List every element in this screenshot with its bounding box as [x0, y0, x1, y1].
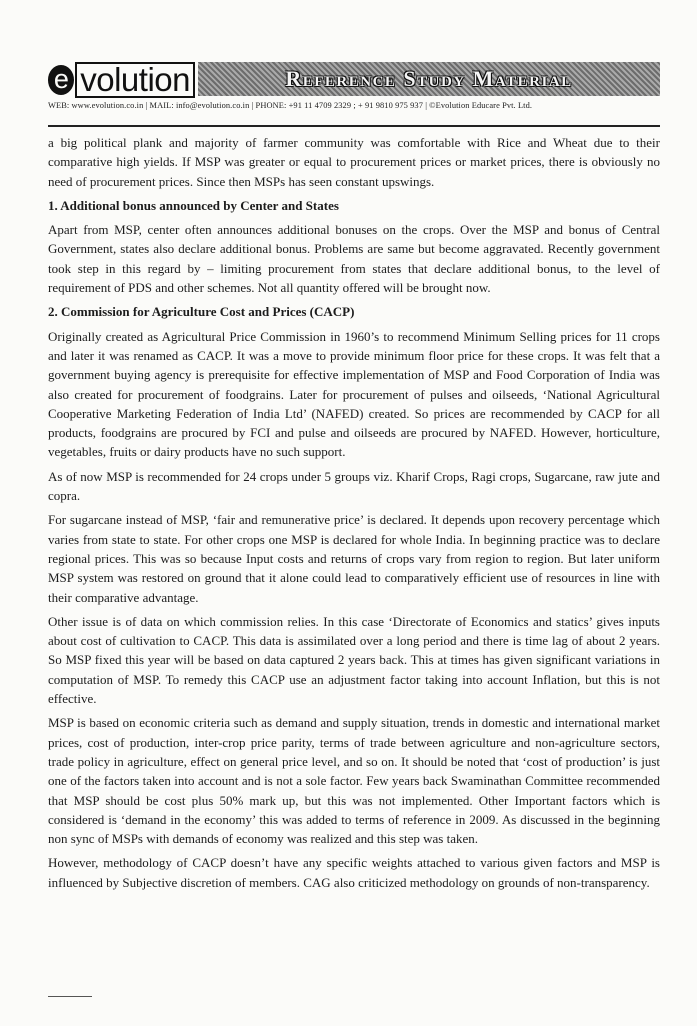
paragraph-methodology: However, methodology of CACP doesn’t have any specific weights attached to various given factors and MSP is influenced by Subjective discretion of members. CAG also criticized methodology on grounds of non-transparency.: [48, 855, 660, 890]
evolution-logo: [48, 60, 195, 100]
logo-wordmark: volution: [75, 62, 195, 98]
paragraph-cacp-origin: Originally created as Agricultural Price Commission in 1960’s to recommend Minimum Selling prices for 11 crops and later it was renamed as CACP. It was a move to provide minimum floor price for these crops. It was felt that a government buying agency is prerequisite for effective implementation of MSP and Food Corporation of India was also created for procurement of foodgrains. Later for procurement of pulses and oilseeds, ‘National Agricultural Cooperative Marketing Federation of India Ltd’ (NAFED) created. So prices are recommended by CACP for all products, foodgrains are procured by FCI and pulse and oilseeds are procured by NAFED. However, horticulture, vegetables, fruits or dairy products have no such support.: [48, 328, 660, 460]
reference-banner: [198, 62, 660, 96]
paragraph-data-issue: Other issue is of data on which commission relies. In this case ‘Directorate of Economics and statics’ gives inputs about cost of cultivation to CACP. This data is assimilated over a long period and there is time lag of about 2 years. So MSP fixed this year will be based on data captured 2 years back. This at times has given significant variations in computation of MSP. To remedy this CACP use an adjustment factor taking into account Inflation, but this is not effective.: [48, 613, 660, 707]
paragraph-msp-criteria: MSP is based on economic criteria such as demand and supply situation, trends in domestic and international market prices, cost of production, inter-crop price parity, terms of trade between agriculture and non-agriculture sectors, trade policy in agriculture, effect on general price level, and so on. It should be noted that ‘cost of production’ is just one of the factors taken into account and is not a sole factor. Few years back Swaminathan Committee recommended that MSP should be cost plus 50% mark up, but this was not implemented. Other Important factors which is considered is ‘demand in the economy’ this was added to terms of reference in 2009. As discussed in the beginning non sync of MSPs with demands of economy was realized and this step was taken.: [48, 715, 660, 847]
paragraph-bonus: Apart from MSP, center often announces additional bonuses on the crops. Over the MSP and bonus of Central Government, states also declare additional bonus. Problems are same but become aggravated. Recently government took step in this regard by – limiting procurement from states that declare additional bonus, to the level of requirement of PDS and other schemes. Not all quantity offered will be brought now.: [48, 222, 660, 296]
page-header: [48, 60, 660, 110]
paragraph-sugarcane: For sugarcane instead of MSP, ‘fair and remunerative price’ is declared. It depends upon recovery percentage which varies from state to state. For other crops one MSP is declared for whole India. In beginning practice was to declare regional prices. This was so because Input costs and returns of crops vary from region to region. But later uniform MSP system was restored on ground that it alone could lead to comparatively efficient use of resources in line with their comparative advantage.: [48, 512, 660, 605]
heading-additional-bonus: 1. Additional bonus announced by Center and States: [48, 197, 339, 213]
document-body: [48, 133, 660, 897]
heading-cacp: 2. Commission for Agriculture Cost and Prices (CACP): [48, 304, 355, 320]
header-divider: [48, 125, 660, 127]
logo-e-circle: e: [48, 65, 74, 95]
banner-title: Reference Study Material: [285, 66, 573, 91]
contact-line: WEB: www.evolution.co.in | MAIL: info@evolution.co.in | PHONE: +91 11 4709 2329 ; + 91 9810 975 937 | ©Evolution Educare Pvt. Ltd.: [48, 101, 533, 110]
footer-rule: [48, 996, 92, 997]
paragraph-crops: As of now MSP is recommended for 24 crops under 5 groups viz. Kharif Crops, Ragi crops, Sugarcane, raw jute and copra.: [48, 468, 660, 504]
paragraph-intro: a big political plank and majority of farmer community was comfortable with Rice and Wheat due to their comparative high yields. If MSP was greater or equal to procurement prices or market prices, there is obviously no need of procurement prices. Since then MSPs has seen constant upswings.: [48, 135, 660, 189]
